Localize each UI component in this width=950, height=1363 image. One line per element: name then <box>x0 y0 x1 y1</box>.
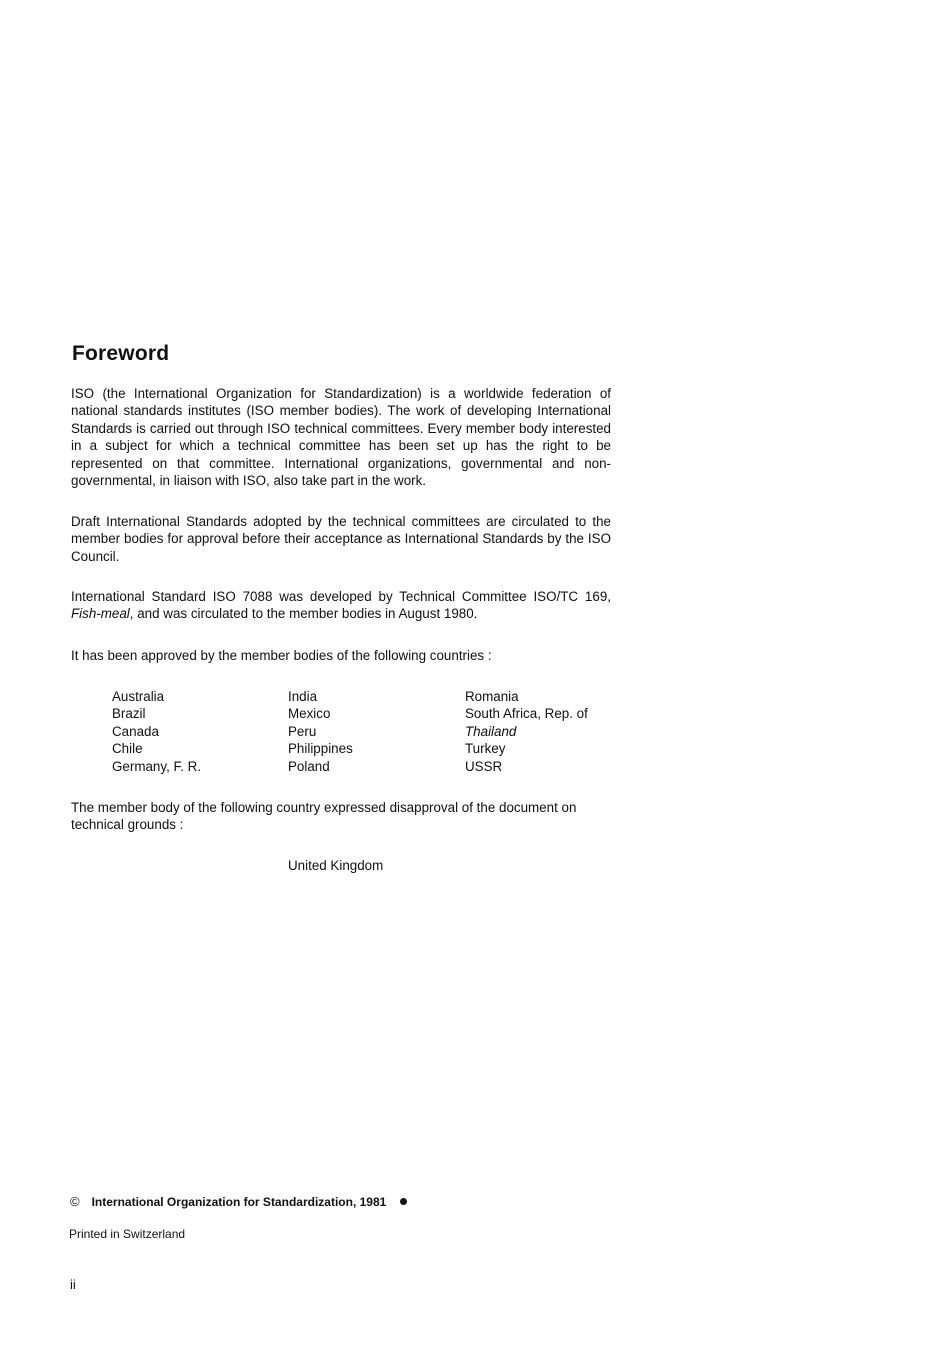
standard-origin-text: International Standard ISO 7088 was developed by Technical Committee ISO/TC 169, <box>71 589 611 604</box>
disapproving-country: United Kingdom <box>288 858 384 873</box>
standard-origin-text-end: , and was circulated to the member bodies in August 1980. <box>129 606 478 622</box>
paragraph-draft-standards: Draft International Standards adopted by the technical committees are circulated to the member bodies for approval before their acceptance as International Standards by the ISO Council. <box>71 514 611 564</box>
country-item: Brazil <box>112 706 146 722</box>
country-item: Germany, F. R. <box>112 758 202 774</box>
paragraph-disapproval-intro: The member body of the following country expressed disapproval of the document on technical grounds : <box>71 800 577 833</box>
country-item: USSR <box>465 758 503 774</box>
committee-title: Fish-meal <box>71 606 130 622</box>
countries-column-3 <box>465 688 588 775</box>
copyright-line <box>70 1194 407 1210</box>
countries-column-2 <box>288 688 353 775</box>
country-item: India <box>288 689 318 704</box>
country-item: Canada <box>112 723 159 739</box>
foreword-heading: Foreword <box>72 342 170 365</box>
bullet-icon <box>400 1198 407 1205</box>
page-number: ii <box>70 1277 76 1292</box>
paragraph-approval-intro: It has been approved by the member bodies of the following countries : <box>71 648 492 663</box>
country-item: Philippines <box>288 741 353 757</box>
paragraph-iso-description: ISO (the International Organization for Standardization) is a worldwide federation of national standards institutes (ISO member bodies). The work of developing International Standards is carried out through ISO technical committees. Every member body interested in a subject for which a technical committee has been set up has the right to be represented on that committee. International organizations, governmental and non-governmental, in liaison with ISO, also take part in the work. <box>71 386 611 489</box>
country-item: Thailand <box>465 723 517 739</box>
countries-column-1 <box>112 688 201 775</box>
country-item: Poland <box>288 758 330 774</box>
country-item: South Africa, Rep. of <box>465 706 588 722</box>
copyright-holder: International Organization for Standardization, 1981 <box>91 1195 387 1209</box>
country-item: Peru <box>288 723 317 739</box>
country-item: Romania <box>465 689 519 704</box>
paragraph-standard-origin <box>71 588 611 623</box>
country-item: Mexico <box>288 706 331 722</box>
printed-location: Printed in Switzerland <box>69 1227 186 1241</box>
country-item: Chile <box>112 741 143 757</box>
country-item: Australia <box>112 689 165 704</box>
copyright-symbol: © <box>70 1194 80 1209</box>
country-item: Turkey <box>465 741 506 757</box>
